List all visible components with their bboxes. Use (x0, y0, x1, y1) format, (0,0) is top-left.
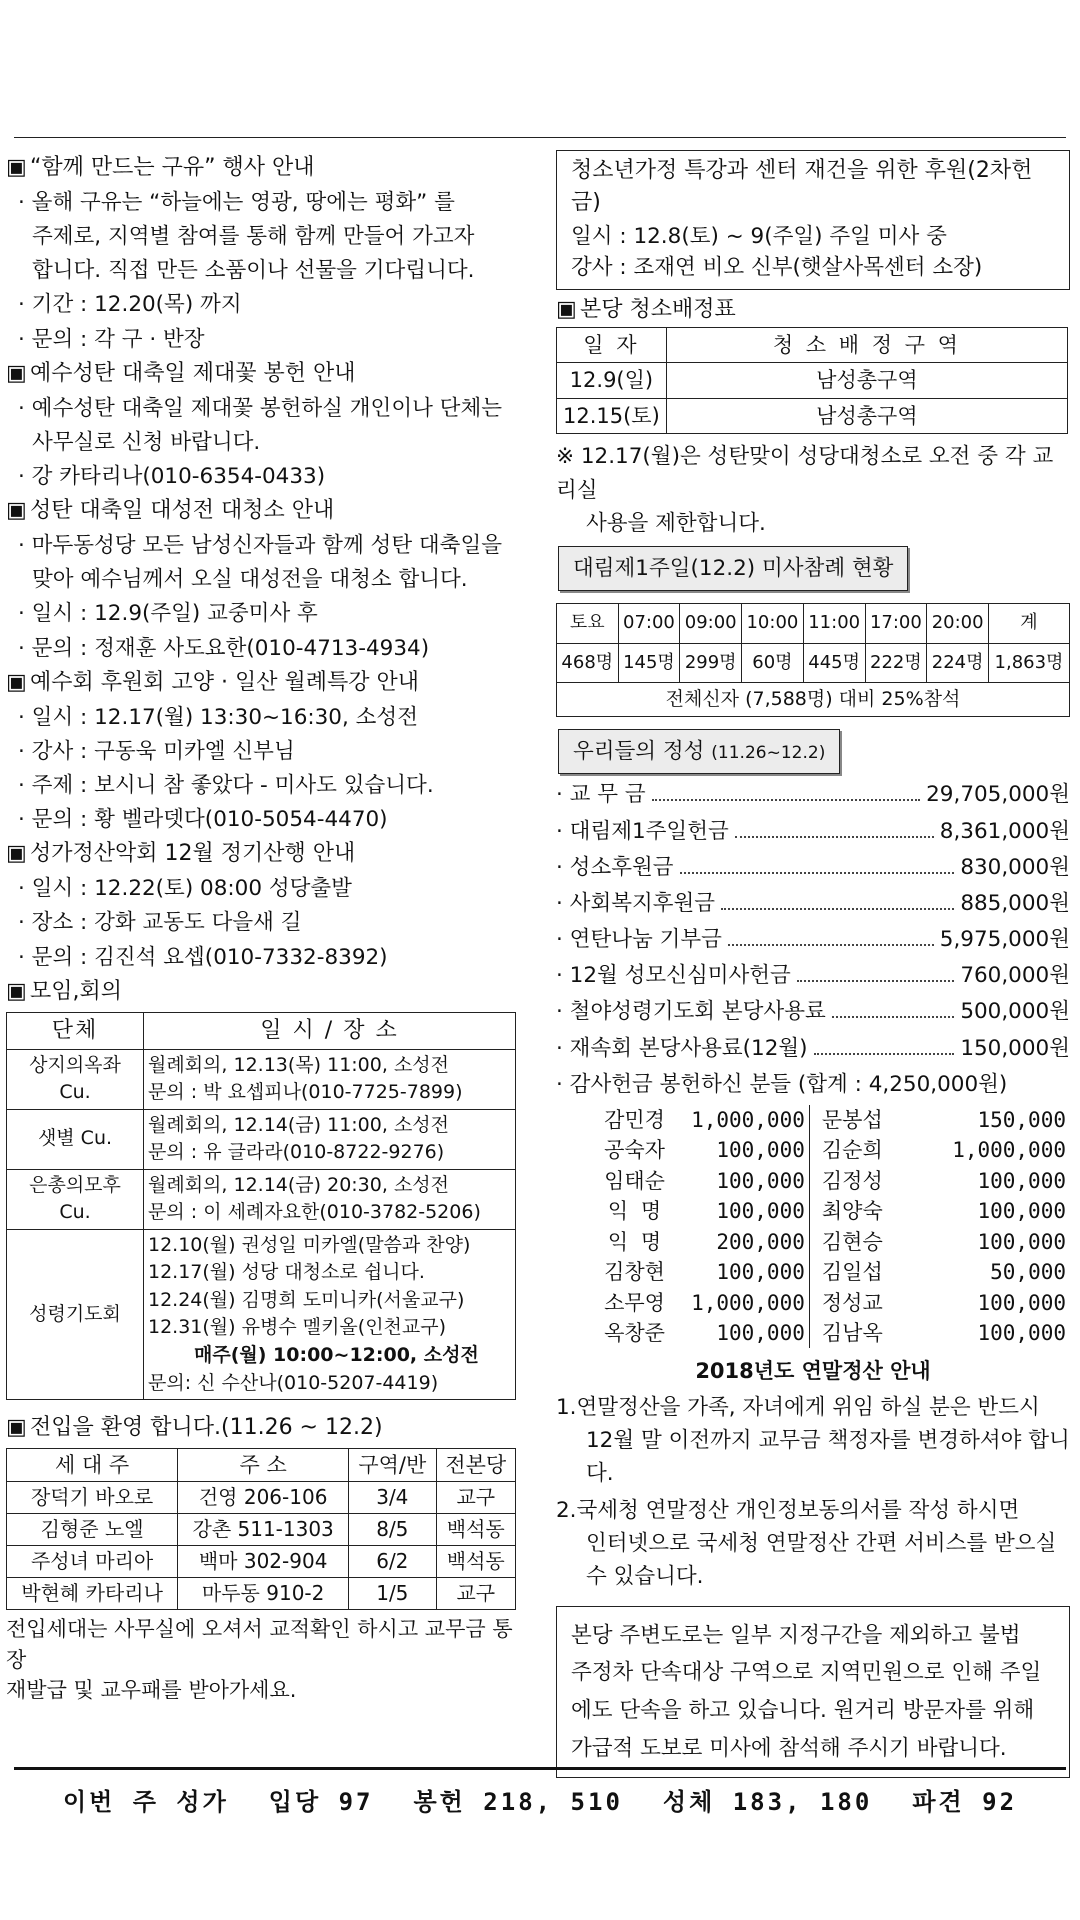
square-bullet-icon: ▣ (6, 155, 27, 180)
list-item: · 사회복지후원금 885,000원 (556, 890, 1070, 916)
table-row: 12.9(일) 남성총구역 (557, 363, 1068, 398)
guyu-section: ▣ “함께 만드는 구유” 행사 안내 · 올해 구유는 “하늘에는 영광, 땅에는 평화” 를 주제로, 지역별 참여를 통해 함께 만들어 가고자 합니다. 직접 만든 소품이나 선물을 기다립니다. · 기간 : 12.20(목) 까지 · 문의 : 각 구 · 반장 (6, 152, 518, 355)
section-title: ▣ 예수성탄 대축일 제대꽃 봉헌 안내 (6, 358, 518, 390)
table-row: 샛별 Cu. 월례회의, 12.14(금) 11:00, 소성전 문의 : 유 글라라(010-8722-9276) (7, 1109, 516, 1169)
table-row: 김창현 100,000 김일섭 50,000 (582, 1257, 1070, 1287)
attendance-section (556, 546, 1070, 717)
section-title: ▣ 성가정산악회 12월 정기산행 안내 (6, 838, 518, 870)
table-row: 상지의옥좌 Cu. 월례회의, 12.13(목) 11:00, 소성전 문의 : 박 요셉피나(010-7725-7899) (7, 1049, 516, 1109)
table-row: 익 명 100,000 최양숙 100,000 (582, 1196, 1070, 1226)
table-row: 토요 07:00 09:00 10:00 11:00 17:00 20:00 계 (557, 604, 1070, 643)
meetings-table: 단체 일 시 / 장 소 상지의옥좌 Cu. 월례회의, 12.13(목) 11:00, 소성전 문의 : 박 요셉피나(010-7725-7899) 샛별 Cu. 월례회의, 12.14(금) 11:00, 소성전 문의 : 유 글라라(010-8722-9276) 은총의모후 Cu. 월례회의, 12.14(금) 20:30, 소성전 문의 : 이 세례자요한(010-3782-5206) 성령기도회 12.10(월) 권성일 미카엘(말씀과 찬양) 12.17(월) 성당 대청소로 쉽니다. 12.24(월) 김명희 도미니카(서울교구) 12.31(월) 유병수 멜키올(인천교구) 매주(월) 10:00~12:00, 소성전 문의: 신 수산나(010-5207-4419) (6, 1012, 516, 1400)
square-bullet-icon: ▣ (6, 498, 27, 524)
table-row: 468명 145명 299명 60명 445명 222명 224명 1,863명 (557, 643, 1070, 682)
hiking-section: ▣ 성가정산악회 12월 정기산행 안내 · 일시 : 12.22(토) 08:00 성당출발 · 장소 : 강화 교동도 다을새 길 · 문의 : 김진석 요셉(010-7332-8392) (6, 838, 518, 972)
bottom-rule (14, 1767, 1066, 1770)
table-row: 주성녀 마리아 백마 302-904 6/2 백석동 (7, 1546, 516, 1578)
square-bullet-icon: ▣ (6, 669, 27, 695)
section-title: ▣ 본당 청소배정표 (556, 294, 1070, 326)
list-item: · 대림제1주일헌금 8,361,000원 (556, 818, 1070, 844)
section-title: ▣ 성탄 대축일 대성전 대청소 안내 (6, 495, 518, 527)
parking-notice-box: 본당 주변도로는 일부 지정구간을 제외하고 불법 주정차 단속대상 구역으로 지역민원으로 인해 주일 에도 단속을 하고 있습니다. 원거리 방문자를 위해 가급적 도보로 미사에 참석해 주시기 바랍니다. (556, 1606, 1070, 1779)
table-row: 익 명 200,000 김현승 100,000 (582, 1227, 1070, 1257)
cleaning-schedule-table: 일 자 청 소 배 정 구 역 12.9(일) 남성총구역 12.15(토) 남성총구역 (556, 327, 1068, 434)
welcome-section (6, 1412, 518, 1706)
thanks-title: · 감사헌금 봉헌하신 분들 (합계 : 4,250,000원) (556, 1071, 1008, 1097)
section-title: ▣ 예수회 후원회 고양 · 일산 월례특강 안내 (6, 667, 518, 699)
offerings-title: 우리들의 정성 (11.26~12.2) (558, 729, 840, 774)
offerings-section (556, 729, 1070, 1348)
table-row: 박현혜 카타리나 마두동 910-2 1/5 교구 (7, 1578, 516, 1610)
welcome-table: 세 대 주 주 소 구역/반 전본당 장덕기 바오로 건영 206-106 3/4 교구 김형준 노엘 강촌 511-1303 8/5 백석동 주성녀 마리아 백마 302-904 6/2 백석동 박현혜 카타리나 마두동 910-2 1/5 교구 (6, 1448, 516, 1610)
table-row: 옥창준 100,000 김남옥 100,000 (582, 1318, 1070, 1348)
cleaning-section: ▣ 성탄 대축일 대성전 대청소 안내 · 마두동성당 모든 남성신자들과 함께 성탄 대축일을 맞아 예수님께서 오실 대성전을 대청소 합니다. · 일시 : 12.9(주일) 교중미사 후 · 문의 : 정재훈 사도요한(010-4713-4934) (6, 495, 518, 664)
table-row: 감민경 1,000,000 문봉섭 150,000 (582, 1105, 1070, 1135)
list-item: 2.국세청 연말정산 개인정보동의서를 작성 하시면 인터넷으로 국세청 연말정산 간편 서비스를 받으실 수 있습니다. (556, 1497, 1057, 1590)
list-item: · 성소후원금 830,000원 (556, 854, 1070, 880)
reference-mark-icon: ※ (556, 444, 575, 470)
left-column (6, 150, 518, 1706)
list-item: 1.연말정산을 가족, 자녀에게 위임 하실 분은 반드시 12월 말 이전까지 교무금 책정자를 변경하셔야 합니다. (556, 1394, 1070, 1487)
square-bullet-icon: ▣ (6, 841, 27, 867)
top-rule (14, 137, 1066, 138)
tax-section: 2018년도 연말정산 안내 1.연말정산을 가족, 자녀에게 위임 하실 분은 반드시 12월 말 이전까지 교무금 책정자를 변경하셔야 합니다. 2.국세청 연말정산 개인정보동의서를 작성 하시면 인터넷으로 국세청 연말정산 간편 서비스를 받으실 수 있습니다. (556, 1356, 1070, 1593)
attendance-title: 대림제1주일(12.2) 미사참례 현황 (558, 546, 908, 591)
list-item: · 12월 성모신심미사헌금 760,000원 (556, 963, 1070, 989)
meetings-section (6, 976, 518, 1400)
table-row: 김형준 노엘 강촌 511-1303 8/5 백석동 (7, 1514, 516, 1546)
lecture-section: ▣ 예수회 후원회 고양 · 일산 월례특강 안내 · 일시 : 12.17(월) 13:30~16:30, 소성전 · 강사 : 구동욱 미카엘 신부님 · 주제 : 보시니 참 좋았다 - 미사도 있습니다. · 문의 : 황 벨라뎃다(010-5054-4470) (6, 667, 518, 836)
table-row: 공숙자 100,000 김순희 1,000,000 (582, 1135, 1070, 1165)
list-item: · 교 무 금 29,705,000원 (556, 782, 1070, 808)
donors-table (582, 1105, 1070, 1349)
square-bullet-icon: ▣ (6, 1415, 27, 1441)
section-title: ▣ 전입을 환영 합니다.(11.26 ~ 12.2) (6, 1412, 518, 1444)
table-row: 은총의모후 Cu. 월례회의, 12.14(금) 20:30, 소성전 문의 : 이 세례자요한(010-3782-5206) (7, 1169, 516, 1229)
right-column (556, 150, 1070, 1778)
list-item: · 재속회 본당사용료(12월) 150,000원 (556, 1035, 1070, 1061)
table-row: 임태순 100,000 김정성 100,000 (582, 1166, 1070, 1196)
flowers-section: ▣ 예수성탄 대축일 제대꽃 봉헌 안내 · 예수성탄 대축일 제대꽃 봉헌하실 개인이나 단체는 사무실로 신청 바랍니다. · 강 카타리나(010-6354-0433) (6, 358, 518, 492)
offerings-list (556, 779, 1070, 1100)
table-row: 12.15(토) 남성총구역 (557, 398, 1068, 433)
cleaning-schedule-section (556, 294, 1070, 540)
table-row: 장덕기 바오로 건영 206-106 3/4 교구 (7, 1482, 516, 1514)
list-item: · 연탄나눔 기부금 5,975,000원 (556, 927, 1070, 953)
section-title: ▣ “함께 만드는 구유” 행사 안내 (6, 152, 518, 184)
section-title: ▣ 모임,회의 (6, 976, 518, 1008)
table-row: 전체신자 (7,588명) 대비 25%참석 (557, 682, 1070, 717)
weekly-hymns: 이번 주 성가 입당 97 봉헌 218, 510 성체 183, 180 파견 92 (62, 1788, 1018, 1816)
square-bullet-icon: ▣ (6, 360, 27, 386)
welcome-note: 전입세대는 사무실에 오셔서 교적확인 하시고 교무금 통장 재발급 및 교우패를 받아가세요. (6, 1617, 513, 1703)
youth-support-box: 청소년가정 특강과 센터 재건을 위한 후원(2차헌금) 일시 : 12.8(토) ~ 9(주일) 주일 미사 중 강사 : 조재연 비오 신부(햇살사목센터 소장) (556, 150, 1070, 290)
cleaning-note: ※ 12.17(월)은 성탄맞이 성당대청소로 오전 중 각 교리실 사용을 제한합니다. (556, 444, 1054, 536)
attendance-table (556, 603, 1070, 717)
table-row: 성령기도회 12.10(월) 권성일 미카엘(말씀과 찬양) 12.17(월) 성당 대청소로 쉽니다. 12.24(월) 김명희 도미니카(서울교구) 12.31(월) 유병수 멜키올(인천교구) 매주(월) 10:00~12:00, 소성전 문의: 신 수산나(010-5207-4419) (7, 1229, 516, 1399)
table-row: 소무영 1,000,000 정성교 100,000 (582, 1288, 1070, 1318)
square-bullet-icon: ▣ (556, 297, 577, 323)
list-item: · 철야성령기도회 본당사용료 500,000원 (556, 999, 1070, 1025)
square-bullet-icon: ▣ (6, 978, 27, 1004)
